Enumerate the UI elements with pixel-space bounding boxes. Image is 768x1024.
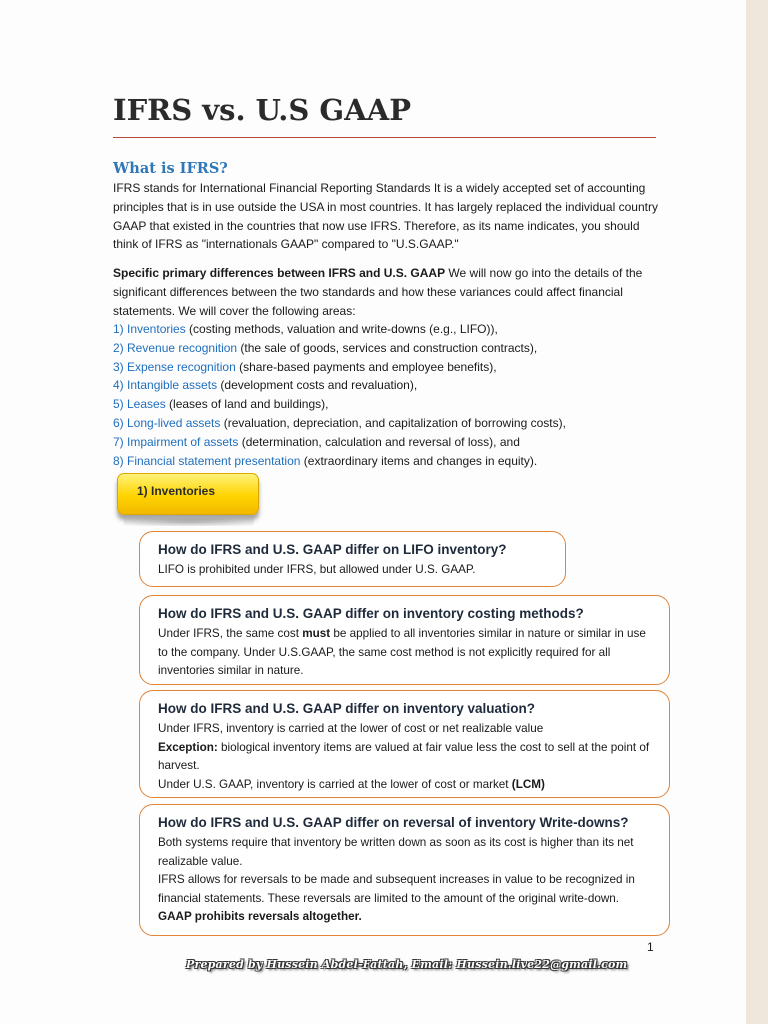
qa-answer — [158, 834, 651, 927]
answer-text: IFRS allows for reversals to be made and subsequent increases in value to be recognized in financial statements. These reversals are limited to the amount of the original write-down. — [158, 873, 635, 905]
answer-text: Under U.S. GAAP, inventory is carried at the lower of cost or market — [158, 777, 512, 791]
answer-text: be applied to all inventories similar in nature or similar in use to the company. Under U.S.GAAP, the same cost method is not explicitly required for all inventories similar in nature. — [158, 627, 646, 678]
answer-line: Under IFRS, inventory is carried at the lower of cost or net realizable value — [158, 722, 544, 735]
area-detail: (determination, calculation and reversal of loss), and — [238, 434, 520, 449]
area-label: 3) Expense recognition — [113, 359, 236, 374]
qa-box-lifo — [139, 531, 566, 587]
qa-box-costing-methods — [139, 595, 670, 685]
area-detail: (development costs and revaluation), — [217, 378, 418, 393]
list-item — [113, 376, 673, 395]
qa-question: How do IFRS and U.S. GAAP differ on inventory valuation? — [158, 701, 536, 716]
list-item — [113, 452, 673, 471]
area-label: 5) Leases — [113, 397, 166, 412]
area-label: 2) Revenue recognition — [113, 340, 238, 355]
page-margin — [746, 0, 768, 1024]
qa-question: How do IFRS and U.S. GAAP differ on reversal of inventory Write-downs? — [158, 815, 629, 830]
inventories-section-button[interactable] — [117, 473, 259, 515]
list-item — [113, 339, 673, 358]
qa-answer: LIFO is prohibited under IFRS, but allowed under U.S. GAAP. — [158, 563, 476, 576]
list-item — [113, 414, 673, 433]
qa-answer — [158, 720, 651, 794]
areas-list — [113, 320, 673, 470]
answer-line — [158, 739, 651, 776]
page-number: 1 — [647, 940, 654, 954]
answer-emphasis: Exception: — [158, 740, 218, 754]
list-item — [113, 395, 673, 414]
area-label: 8) Financial statement presentation — [113, 453, 301, 468]
answer-line — [158, 776, 651, 795]
answer-line — [158, 871, 651, 927]
differences-body: We will now go into the details of the significant differences between the two standards and how these variances could affect financial statements. We will cover the following areas: — [113, 266, 643, 318]
list-item — [113, 358, 673, 377]
section-heading: What is IFRS? — [113, 160, 228, 177]
section-button-shadow — [124, 518, 254, 526]
footer-credit: Prepared by Hussein Abdel-Fattah, Email: Hussein.live22@gmail.com — [186, 958, 628, 971]
intro-paragraph — [113, 179, 658, 254]
intro-body: It is a widely accepted set of accounting principles that is in use outside the USA in most countries. It has largely replaced the individual country GAAP that existed in the countries that now use IFRS. Therefore, as its name indicates, you should think of IFRS as "internationals GAAP" compared to "U.S.GAAP." — [113, 181, 658, 252]
area-detail: (revaluation, depreciation, and capitalization of borrowing costs), — [220, 415, 566, 430]
answer-emphasis: must — [302, 627, 331, 640]
title-underline — [113, 137, 656, 138]
answer-line: Both systems require that inventory be written down as soon as its cost is higher than its net realizable value. — [158, 836, 634, 868]
area-detail: (share-based payments and employee benefits), — [235, 359, 497, 374]
qa-question: How do IFRS and U.S. GAAP differ on LIFO inventory? — [158, 542, 507, 557]
answer-emphasis: (LCM) — [511, 777, 545, 791]
qa-box-valuation — [139, 690, 670, 798]
area-detail: (costing methods, valuation and write-downs (e.g., LIFO)), — [185, 322, 498, 336]
area-detail: (leases of land and buildings), — [165, 397, 329, 412]
area-label: 7) Impairment of assets — [113, 434, 239, 449]
qa-box-reversal — [139, 804, 670, 936]
qa-question: How do IFRS and U.S. GAAP differ on inventory costing methods? — [158, 606, 584, 621]
answer-text: Under IFRS, the same cost — [158, 627, 303, 640]
area-detail: (the sale of goods, services and construction contracts), — [237, 340, 538, 355]
area-detail: (extraordinary items and changes in equity). — [300, 453, 538, 468]
list-item — [113, 320, 673, 339]
answer-emphasis: GAAP prohibits reversals altogether. — [158, 910, 362, 924]
area-label: 6) Long-lived assets — [113, 415, 221, 430]
intro-lead: IFRS stands for International Financial Reporting Standards — [113, 181, 431, 195]
list-item — [113, 433, 673, 452]
section-button-label: 1) Inventories — [137, 484, 216, 498]
page-title: IFRS vs. U.S GAAP — [113, 93, 412, 127]
qa-answer — [158, 625, 651, 681]
area-label: 4) Intangible assets — [113, 378, 218, 393]
answer-text: biological inventory items are valued at fair value less the cost to sell at the point of harvest. — [158, 740, 650, 773]
area-label: 1) Inventories — [113, 322, 186, 336]
differences-paragraph — [113, 264, 658, 320]
differences-lead: Specific primary differences between IFRS and U.S. GAAP — [113, 266, 446, 280]
